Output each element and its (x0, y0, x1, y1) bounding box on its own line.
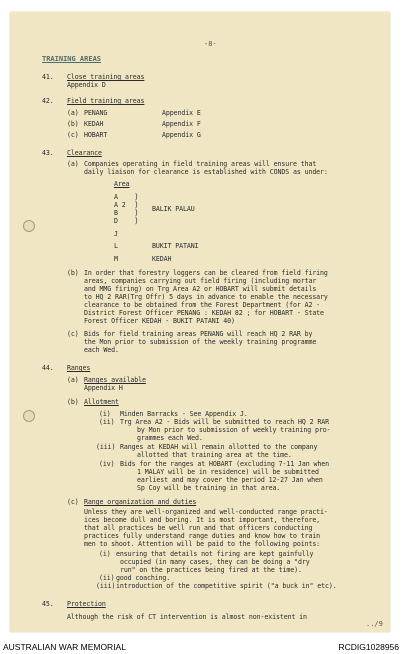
row-name: HOBART (84, 131, 108, 139)
text-line: Bids for the ranges at HOBART (excluding 7-11 Jan when (120, 460, 329, 468)
text-line: each Wed. (84, 346, 119, 354)
text-line: and MMG firing) on Trg Area A2 or HOBART will submit details (84, 285, 317, 293)
para-number: 41. (42, 73, 54, 81)
text-line: Although the risk of CT intervention is almost non-existent in (67, 613, 307, 621)
para-heading: Clearance (67, 149, 102, 157)
text-line: good coaching. (116, 574, 171, 582)
area-code: M (114, 255, 118, 263)
text-line: Ranges at KEDAH will remain allotted to the company (120, 443, 318, 451)
page-number: -8- (204, 40, 217, 48)
text-line: daily liaison for clearance is established with CONDS as under: (84, 168, 328, 176)
brace: ) (134, 208, 139, 217)
text-line: clearance to be obtained from the Forest Department (for A2 - (84, 301, 321, 309)
text-line: Companies operating in field training areas will ensure that (84, 160, 317, 168)
text-line: District Forest Officer PENANG : KEDAH 82 ; for HOBART - State (84, 309, 324, 317)
item-number: (iii) (96, 582, 116, 590)
item-number: (iii) (96, 443, 116, 451)
area-code: A 2 (114, 201, 126, 209)
para-number: 43. (42, 149, 54, 157)
sub-letter: (c) (67, 330, 79, 338)
item-number: (iv) (99, 460, 115, 468)
text-line: by Mon prior to submission of weekly training pro- (137, 426, 331, 434)
document-page (10, 12, 390, 632)
text-line: allotted that training area at the time. (137, 451, 292, 459)
text-line: Bids for field training areas PENANG will reach HQ 2 RAR by (84, 330, 313, 338)
area-code: A (114, 193, 118, 201)
text-line: earliest and may cover the period 12-27 Jan when (137, 476, 323, 484)
text-line: ices become dull and boring. It is most important, therefore, (84, 516, 321, 524)
archive-footer (0, 640, 403, 654)
area-code: B (114, 209, 118, 217)
row-appendix: Appendix F (162, 120, 201, 128)
area-heading: Area (114, 180, 130, 188)
row-appendix: Appendix E (162, 109, 201, 117)
text-line: men to shoot. Attention will be paid to the following points: (84, 540, 321, 548)
area-code: J (114, 230, 118, 238)
text-line: practices fully understand range duties and know how to train (84, 532, 321, 540)
sub-letter: (a) (67, 376, 79, 384)
row-letter: (c) (67, 131, 79, 139)
sub-heading: Ranges available (84, 376, 146, 384)
item-number: (i) (99, 550, 111, 558)
para-number: 42. (42, 97, 54, 105)
area-code: D (114, 217, 118, 225)
item-number: (ii) (99, 418, 115, 426)
brace: ) (134, 192, 139, 201)
text-line: Sp Coy will be training in that area. (137, 484, 281, 492)
item-number: (i) (99, 410, 111, 418)
row-name: PENANG (84, 109, 108, 117)
text-line: Minden Barracks - See Appendix J. (120, 410, 248, 418)
text-line: Trg Area A2 - Bids will be submitted to reach HQ 2 RAR (120, 418, 329, 426)
text-line: In order that forestry loggers can be cleared from field firing (84, 269, 328, 277)
punch-hole (23, 220, 35, 232)
text-line: Unless they are well-organized and well-conducted range practi- (84, 508, 328, 516)
sub-letter: (c) (67, 498, 79, 506)
text-line: grammes each Wed. (137, 434, 203, 442)
sub-letter: (a) (67, 160, 79, 168)
text-line: to HQ 2 RAR(Trg Offr) 5 days in advance to enable the necessary (84, 293, 328, 301)
row-letter: (b) (67, 120, 79, 128)
para-number: 45. (42, 600, 54, 608)
para-heading: Ranges (67, 364, 91, 372)
sub-heading: Range organization and duties (84, 498, 197, 506)
sub-letter: (b) (67, 269, 79, 277)
text-line: areas, companies carrying out field firing (including mortar (84, 277, 317, 285)
para-heading: Field training areas (67, 97, 145, 105)
row-appendix: Appendix G (162, 131, 201, 139)
item-number: (ii) (99, 574, 115, 582)
row-name: KEDAH (84, 120, 104, 128)
para-heading: Close training areas (67, 73, 145, 81)
para-heading: Protection (67, 600, 106, 608)
para-sub: Appendix D (67, 81, 106, 89)
text-line: ensuring that details not firing are kept gainfully (116, 550, 314, 558)
text-line: Appendix H (84, 384, 123, 392)
text-line: occupied (in many cases, they can be doing a "dry (120, 558, 310, 566)
text-line: introduction of the competitive spirit ("a buck in" etc). (116, 582, 337, 590)
text-line: that all practices be well run and that officers conducting (84, 524, 313, 532)
text-line: the Mon prior to submission of the weekly training programme (84, 338, 317, 346)
row-letter: (a) (67, 109, 79, 117)
section-title: TRAINING AREAS (42, 55, 102, 63)
sub-letter: (b) (67, 398, 79, 406)
brace: ) (134, 200, 139, 209)
sub-heading: Allotment (84, 398, 119, 406)
area-code: L (114, 242, 118, 250)
continuation-ref: ../9 (366, 620, 383, 628)
punch-hole (23, 410, 35, 422)
area-name: BALIK PALAU (152, 205, 195, 213)
archive-id: RCDIG1028956 (338, 642, 399, 652)
para-number: 44. (42, 364, 54, 372)
area-name: KEDAH (152, 255, 172, 263)
brace: ) (134, 216, 139, 225)
text-line: 1 MALAY will be in residence) will be submitted (137, 468, 319, 476)
area-name: BUKIT PATANI (152, 242, 199, 250)
archive-name: AUSTRALIAN WAR MEMORIAL (3, 642, 126, 652)
text-line: Forest Officer KEDAH - BUKIT PATANI 40) (84, 317, 235, 325)
text-line: run" on the practices being fired at the time). (120, 566, 302, 574)
